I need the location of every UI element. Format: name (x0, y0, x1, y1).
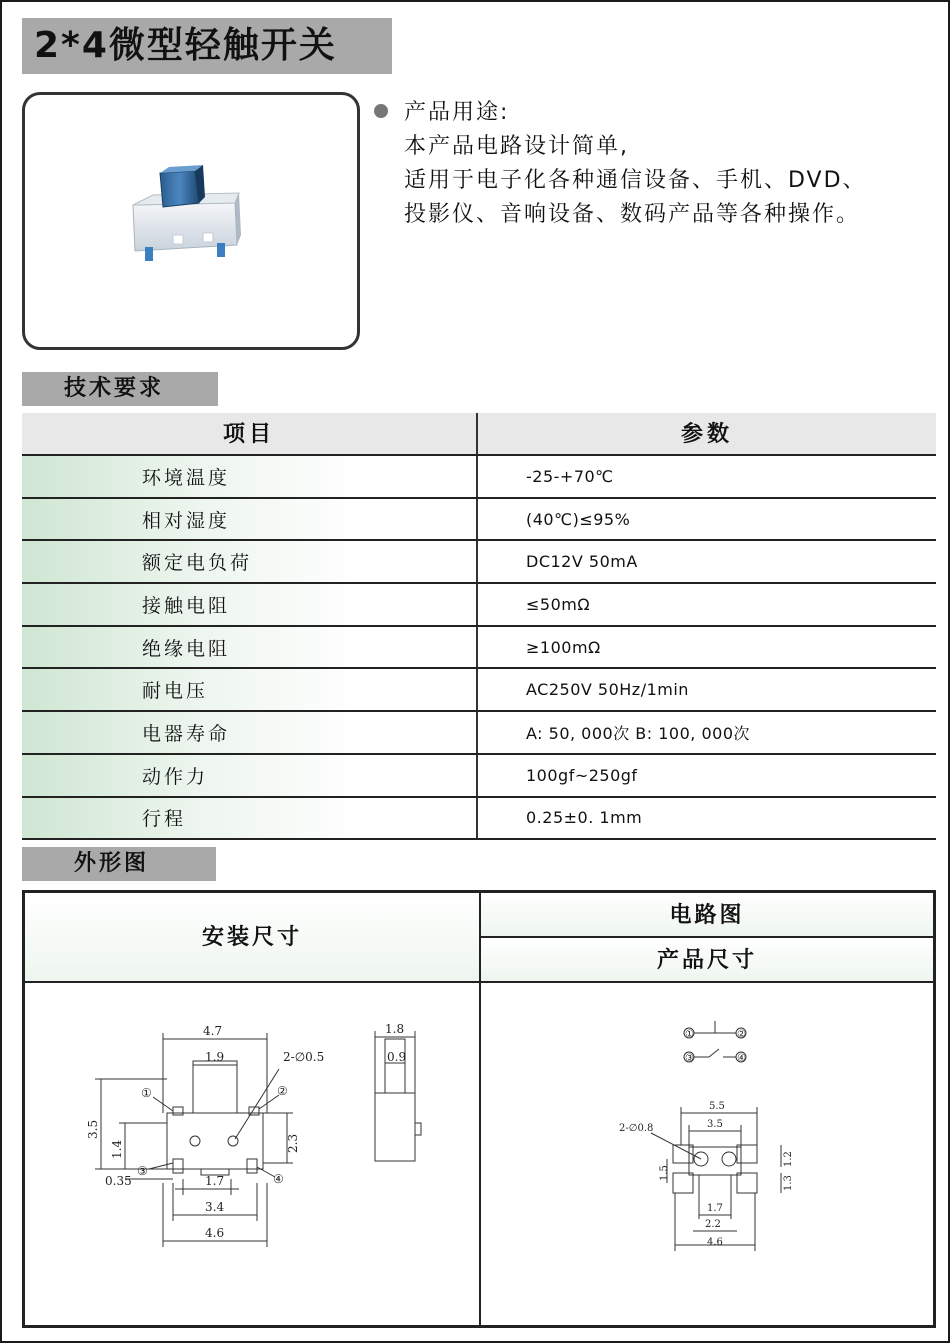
shape-section-label: 外形图 (22, 847, 216, 881)
dim-label: 1.5 (659, 1165, 670, 1181)
dim-label: 0.9 (387, 1050, 407, 1064)
dim-label: 1.7 (205, 1174, 225, 1188)
usage-line: 适用于电子化各种通信设备、手机、DVD、 (404, 168, 867, 193)
dim-label: 4.6 (205, 1226, 225, 1240)
pin-label: ① (685, 1029, 694, 1040)
row-item: 电器寿命 (22, 712, 478, 753)
table-row (22, 627, 936, 670)
dim-label: 1.3 (783, 1175, 794, 1191)
table-row (22, 541, 936, 584)
circuit-diagram-label: 电路图 (481, 893, 933, 938)
row-item: 接触电阻 (22, 584, 478, 625)
row-value: ≥100mΩ (526, 637, 601, 657)
product-drawing (481, 983, 933, 1328)
dim-label: 2.3 (286, 1133, 300, 1153)
row-item: 额定电负荷 (22, 541, 478, 582)
spec-table (22, 413, 936, 840)
pin-label: ② (737, 1029, 746, 1040)
pin-label: ④ (273, 1172, 284, 1186)
tech-section-label: 技术要求 (22, 372, 218, 406)
dim-label: 5.5 (709, 1101, 725, 1112)
spec-table-header (22, 413, 936, 456)
table-row (22, 499, 936, 542)
table-row (22, 584, 936, 627)
dim-label: 2.2 (705, 1219, 721, 1230)
header-param: 参数 (680, 422, 733, 447)
table-row (22, 712, 936, 755)
install-size-label: 安装尺寸 (25, 893, 481, 983)
pin-label: ③ (137, 1164, 148, 1178)
header-item: 项目 (22, 413, 478, 454)
actuator-outline (193, 1061, 237, 1113)
pin-label: ① (141, 1086, 152, 1100)
row-item: 耐电压 (22, 669, 478, 710)
dim-label: 0.35 (105, 1174, 132, 1188)
pin-label: ② (277, 1084, 288, 1098)
dim-label: 3.5 (86, 1119, 100, 1139)
usage-line: 本产品电路设计简单, (404, 134, 629, 159)
row-value: 0.25±0. 1mm (526, 808, 643, 828)
row-value: AC250V 50Hz/1min (526, 680, 689, 700)
row-item: 环境温度 (22, 456, 478, 497)
dim-label: 1.2 (783, 1151, 794, 1167)
dim-label: 3.5 (707, 1119, 723, 1130)
row-value: -25-+70℃ (526, 466, 614, 486)
row-item: 行程 (22, 798, 478, 839)
bullet-dot-icon (374, 104, 388, 118)
page-title: 2*4微型轻触开关 (22, 18, 392, 74)
install-drawing (25, 983, 479, 1328)
dim-label: 2-∅0.8 (619, 1123, 654, 1134)
pin-label: ④ (737, 1053, 746, 1064)
dimension-box (22, 890, 936, 1328)
dim-label: 1.8 (385, 1022, 405, 1036)
usage-line: 投影仪、音响设备、数码产品等各种操作。 (404, 202, 861, 227)
row-value: A: 50, 000次 B: 100, 000次 (526, 723, 751, 743)
dim-label: 1.9 (205, 1050, 225, 1064)
dim-label: 4.6 (707, 1237, 723, 1248)
usage-block (374, 96, 934, 232)
product-photo (22, 92, 360, 350)
row-item: 动作力 (22, 755, 478, 796)
table-row (22, 755, 936, 798)
dim-label: 4.7 (203, 1024, 223, 1038)
table-row (22, 456, 936, 499)
dim-label: 2-∅0.5 (283, 1050, 325, 1064)
table-row (22, 798, 936, 841)
row-value: (40℃)≤95% (526, 509, 631, 529)
row-item: 绝缘电阻 (22, 627, 478, 668)
dim-label: 3.4 (205, 1200, 225, 1214)
switch-body-outline (167, 1113, 263, 1169)
dim-label: 1.4 (110, 1139, 124, 1159)
pin-label: ③ (685, 1053, 694, 1064)
dim-label: 1.7 (707, 1203, 723, 1214)
usage-heading: 产品用途: (404, 100, 510, 125)
tact-switch-image (25, 95, 360, 350)
table-row (22, 669, 936, 712)
row-item: 相对湿度 (22, 499, 478, 540)
row-value: ≤50mΩ (526, 594, 591, 614)
row-value: 100gf~250gf (526, 765, 638, 785)
row-value: DC12V 50mA (526, 552, 638, 572)
product-size-label: 产品尺寸 (481, 938, 933, 983)
